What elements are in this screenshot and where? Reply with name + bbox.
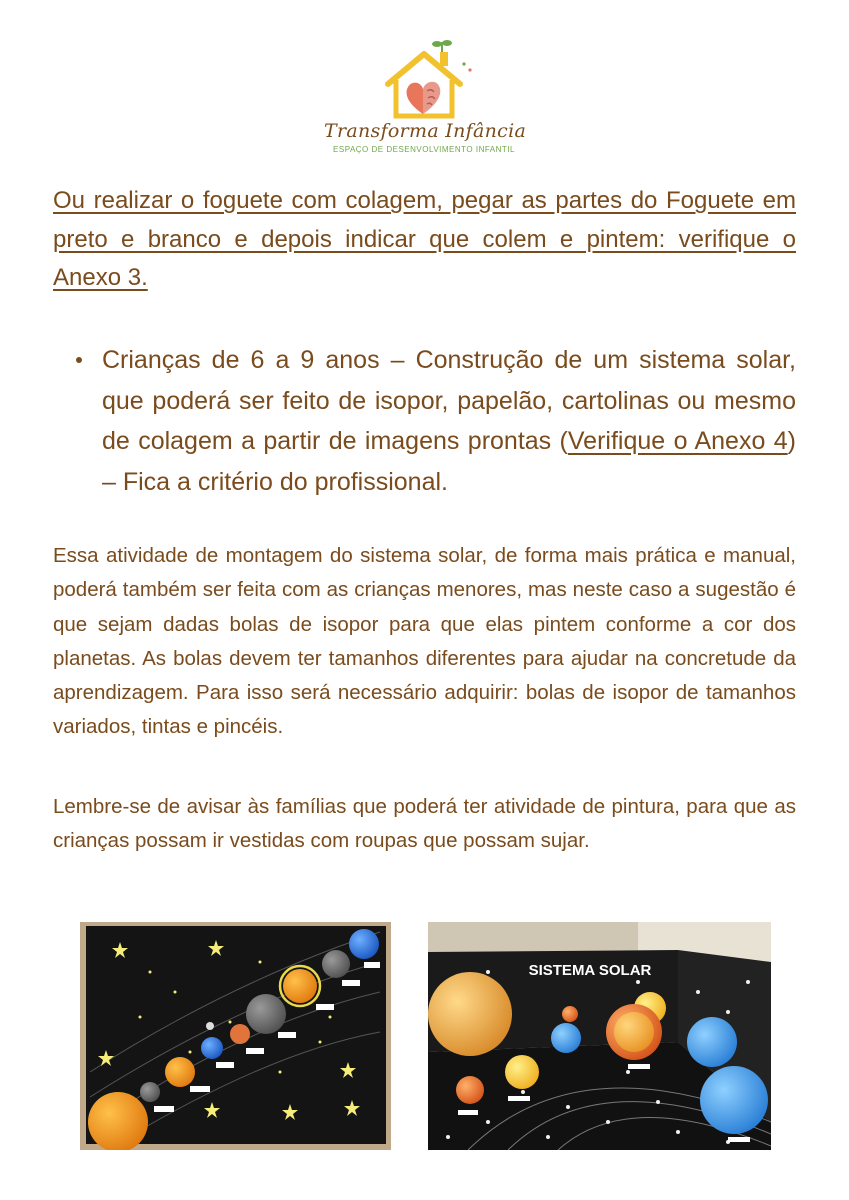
brand-name: Transforma Infância [324,120,527,142]
body-paragraph-2: Lembre-se de avisar às famílias que poderá ter atividade de pintura, para que as crianças possam ir vestidas com roupas que possam sujar. [53,795,796,853]
house-heart-brain-icon [324,38,524,120]
photo-banner-text: SISTEMA SOLAR [528,962,652,979]
brand-subtitle: ESPAÇO DE DESENVOLVIMENTO INFANTIL [333,145,515,154]
brand-logo [324,38,527,166]
solar-system-box-photo [428,922,771,1150]
annex-4-link[interactable]: Verifique o Anexo 4 [567,427,788,455]
bullet-text-after: ) – Fica a critério do profissional. [102,427,796,496]
bullet-icon [76,357,82,363]
bullet-text-before: Crianças de 6 a 9 anos – Construção de um sistema solar, que poderá ser feito de isopor, papelão, cartolinas ou mesmo de colagem a partir de imagens prontas ( [102,346,796,455]
intro-paragraph: Ou realizar o foguete com colagem, pegar as partes do Foguete em preto e branco e depois indicar que colem e pintem: verifique o Anexo 3. [53,187,796,291]
body-paragraph-1: Essa atividade de montagem do sistema solar, de forma mais prática e manual, poderá também ser feita com as crianças menores, mas neste caso a sugestão é que sejam dadas bolas de isopor para que elas pintem conforme a cor dos planetas. As bolas devem ter tamanhos diferentes para ajudar na concretude da aprendizagem. Para isso será necessário adquirir: bolas de isopor de tamanhos variados, tintas e pincéis. [53,544,796,739]
bullet-text [102,340,796,502]
solar-system-craft-photo [80,922,391,1150]
